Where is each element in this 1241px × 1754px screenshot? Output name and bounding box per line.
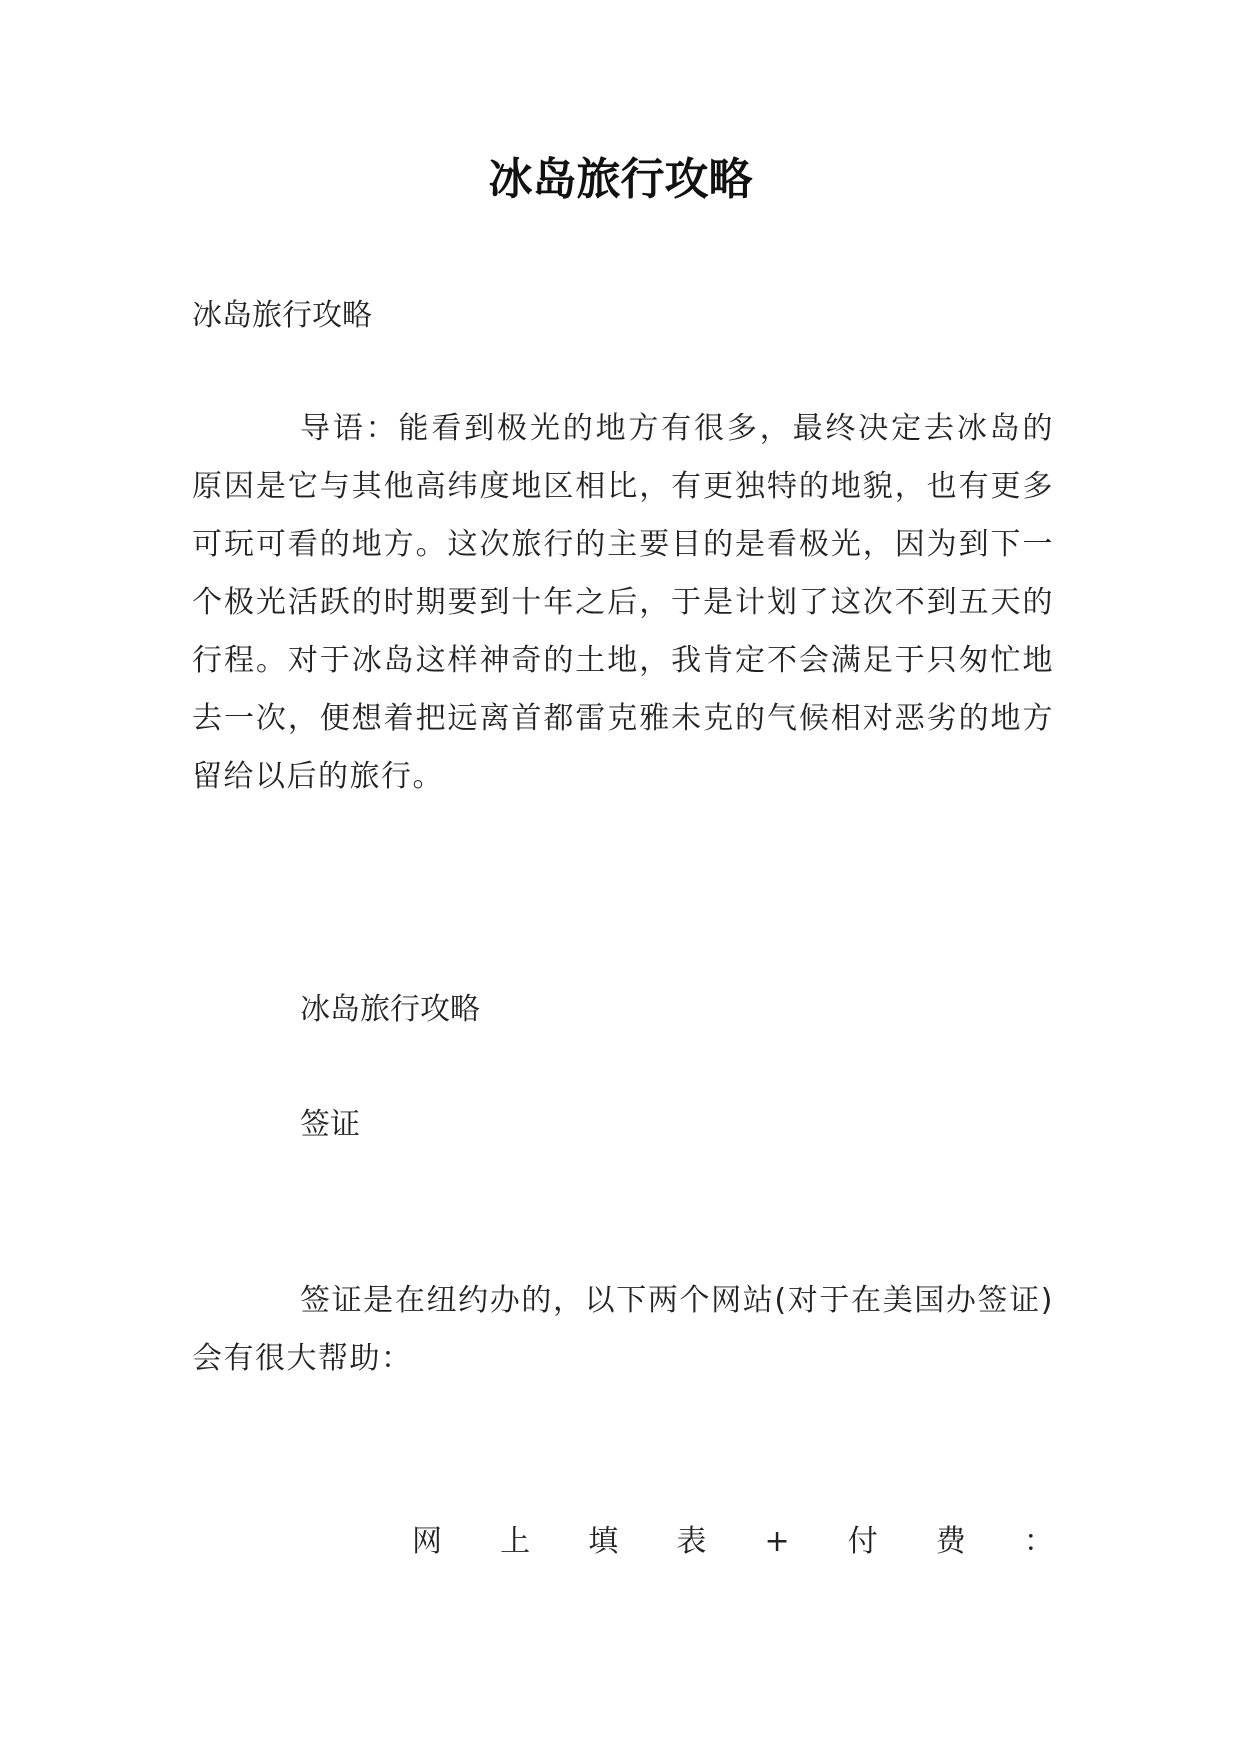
online-form-char: 表 — [676, 1524, 707, 1559]
online-form-char: 上 — [500, 1524, 531, 1559]
online-form-char: 填 — [588, 1524, 619, 1559]
visa-heading: 签证 — [300, 1107, 360, 1142]
online-form-char: 付 — [847, 1524, 878, 1559]
visa-paragraph: 签证是在纽约办的，以下两个网站(对于在美国办签证)会有很大帮助： — [192, 1283, 1054, 1376]
intro-paragraph: 导语：能看到极光的地方有很多，最终决定去冰岛的原因是它与其他高纬度地区相比，有更独特的地貌，也有更多可玩可看的地方。这次旅行的主要目的是看极光，因为到下一个极光活跃的时期要到十年之后，于是计划了这次不到五天的行程。对于冰岛这样神奇的土地，我肯定不会满足于只匆忙地去一次，便想着把远离首都雷克雅未克的气候相对恶劣的地方留给以后的旅行。 — [192, 411, 1054, 794]
online-form-char: 费 — [935, 1524, 966, 1559]
online-form-char: 网 — [412, 1524, 442, 1559]
online-form-line — [412, 1522, 1054, 1562]
online-form-char: + — [764, 1524, 790, 1559]
online-form-char: ： — [1023, 1524, 1054, 1559]
section-heading: 冰岛旅行攻略 — [300, 992, 480, 1027]
document-title: 冰岛旅行攻略 — [488, 154, 753, 205]
document-subtitle: 冰岛旅行攻略 — [192, 298, 372, 333]
